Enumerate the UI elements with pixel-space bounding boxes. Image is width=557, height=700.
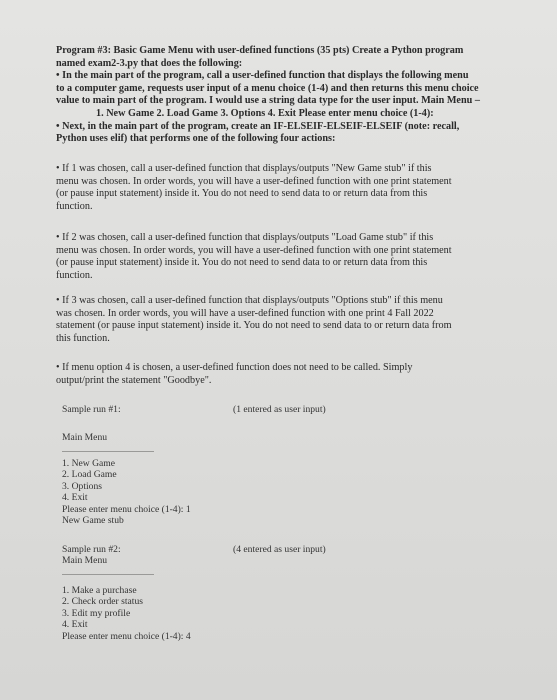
bullet-line: function.	[56, 269, 93, 281]
intro-line: Program #3: Basic Game Menu with user-defined functions (35 pts) Create a Python program	[56, 45, 464, 56]
menu-item: 3. Edit my profile	[62, 607, 131, 619]
bullet-line: this function.	[56, 332, 110, 344]
program-output: New Game stub	[62, 515, 124, 527]
divider	[62, 574, 154, 575]
menu-item: 4. Exit	[62, 492, 88, 504]
intro-paragraph	[56, 45, 516, 146]
intro-line: to a computer game, requests user input of a menu choice (1-4) and then returns this menu choice	[56, 82, 479, 94]
bullet-line: • If 3 was chosen, call a user-defined function that displays/outputs "Options stub" if this menu	[56, 295, 443, 306]
bullet-line: • If 1 was chosen, call a user-defined function that displays/outputs "New Game stub" if this	[56, 163, 432, 174]
sample-run-2-note: (4 entered as user input)	[233, 544, 326, 555]
bullet-line: • If menu option 4 is chosen, a user-defined function does not need to be called. Simply	[56, 362, 413, 373]
bullet-option-1	[56, 163, 516, 213]
intro-line: Python uses elif) that performs one of the following four actions:	[56, 133, 336, 145]
bullet-line: statement (or pause input statement) inside it. You do not need to send data to or return data from	[56, 320, 452, 332]
menu-title: Main Menu	[62, 432, 108, 443]
sample-run-1-note: (1 entered as user input)	[233, 404, 326, 415]
bullet-line: menu was chosen. In order words, you will have a user-defined function with one print statement	[56, 244, 452, 256]
menu-item: 4. Exit	[62, 619, 88, 631]
bullet-line: (or pause input statement) inside it. You do not need to send data to or return data from this	[56, 188, 428, 200]
menu-item: 1. Make a purchase	[62, 585, 137, 596]
menu-item: 2. Check order status	[62, 596, 143, 608]
bullet-line: output/print the statement "Goodbye".	[56, 374, 212, 386]
bullet-option-4	[56, 362, 516, 387]
bullet-line: menu was chosen. In order words, you will have a user-defined function with one print statement	[56, 175, 452, 187]
menu-prompt: Please enter menu choice (1-4): 1	[62, 503, 191, 515]
bullet-option-3	[56, 295, 516, 345]
sample-label: Sample run #2:	[62, 544, 121, 555]
menu-prompt: Please enter menu choice (1-4): 4	[62, 630, 191, 642]
sample-run-1-label	[62, 404, 121, 415]
menu-item: 2. Load Game	[62, 469, 117, 481]
sample-label: Sample run #1:	[62, 404, 121, 415]
bullet-line: function.	[56, 200, 93, 212]
sample-run-1-menu-title	[62, 432, 107, 443]
sample-run-1-output	[62, 458, 191, 526]
intro-line: named exam2-3.py that does the following:	[56, 57, 243, 69]
menu-item: 3. Options	[62, 480, 102, 492]
menu-item: 1. New Game	[62, 458, 116, 469]
bullet-line: • If 2 was chosen, call a user-defined function that displays/outputs "Load Game stub" if this	[56, 232, 434, 243]
bullet-option-2	[56, 232, 516, 282]
bullet-line: was chosen. In order words, you will have a user-defined function with one print 4 Fall 2022	[56, 307, 434, 319]
sample-run-2-output	[62, 585, 191, 642]
intro-line: value to main part of the program. I would use a string data type for the user input. Main Menu –	[56, 95, 480, 107]
menu-title: Main Menu	[62, 555, 108, 567]
intro-line: • Next, in the main part of the program, create an IF-ELSEIF-ELSEIF-ELSEIF (note: recall,	[56, 120, 460, 132]
sample-run-2-header	[62, 544, 121, 567]
divider	[62, 451, 154, 452]
bullet-line: (or pause input statement) inside it. You do not need to send data to or return data from this	[56, 257, 428, 269]
intro-line: 1. New Game 2. Load Game 3. Options 4. Exit Please enter menu choice (1-4):	[96, 107, 434, 119]
intro-line: • In the main part of the program, call a user-defined function that displays the following menu	[56, 70, 469, 82]
